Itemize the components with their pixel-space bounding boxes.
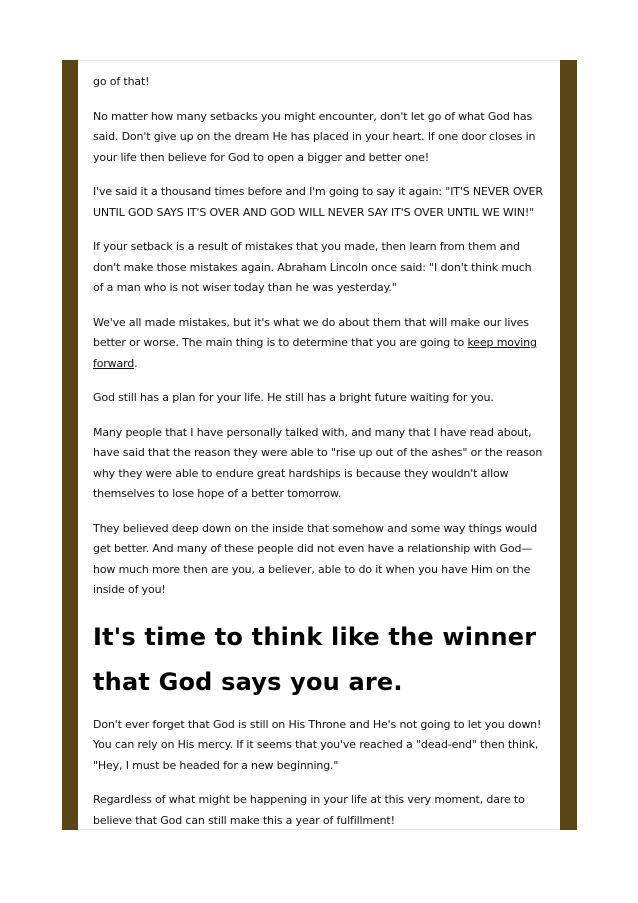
right-decorative-bar — [560, 60, 577, 830]
paragraph: I've said it a thousand times before and I'm going to say it again: "IT'S NEVER OVER UNTIL GOD SAYS IT'S OVER AND GOD WILL NEVER SAY IT'S OVER UNTIL WE WIN!" — [93, 185, 543, 219]
paragraph: They believed deep down on the inside that somehow and some way things would get better. And many of these people did not even have a relationship with God—how much more then are you, a believer, able to do it when you have Him on the inside of you! — [93, 521, 538, 596]
paragraph: go of that! — [93, 75, 150, 88]
page-top-border — [78, 60, 560, 61]
paragraph: Many people that I have personally talked with, and many that I have read about, have said that the reason they were able to "rise up out of the ashes" or the reason why they were able to endure great hardships is because they wouldn't allow themselves to lose hope of a better tomorrow. — [93, 425, 543, 500]
left-decorative-bar — [62, 60, 78, 830]
section-heading: It's time to think like the winner that God says you are. — [93, 622, 537, 696]
paragraph-text: . — [134, 356, 138, 370]
paragraph: No matter how many setbacks you might encounter, don't let go of what God has said. Don't give up on the dream He has placed in your heart. If one door closes in your life then believe for God to open a bigger and better one! — [93, 109, 536, 164]
paragraph: God still has a plan for your life. He still has a bright future waiting for you. — [93, 391, 494, 404]
paragraph-text: We've all made mistakes, but it's what we do about them that will make our lives better or worse. The main thing is to determine that you are going to — [93, 315, 529, 349]
paragraph: Regardless of what might be happening in your life at this very moment, dare to believe that God can still make this a year of fulfillment! — [93, 793, 525, 827]
keep-moving-forward-link[interactable]: keep moving forward — [93, 336, 537, 370]
paragraph-with-link — [93, 313, 545, 375]
article-body — [93, 72, 545, 845]
paragraph: Don't ever forget that God is still on His Throne and He's not going to let you down! You can rely on His mercy. If it seems that you've reached a "dead-end" then think, "Hey, I must be headed for a new beginning." — [93, 717, 542, 772]
paragraph: If your setback is a result of mistakes that you made, then learn from them and don't make those mistakes again. Abraham Lincoln once said: "I don't think much of a man who is not wiser today than he was yesterday." — [93, 240, 532, 294]
